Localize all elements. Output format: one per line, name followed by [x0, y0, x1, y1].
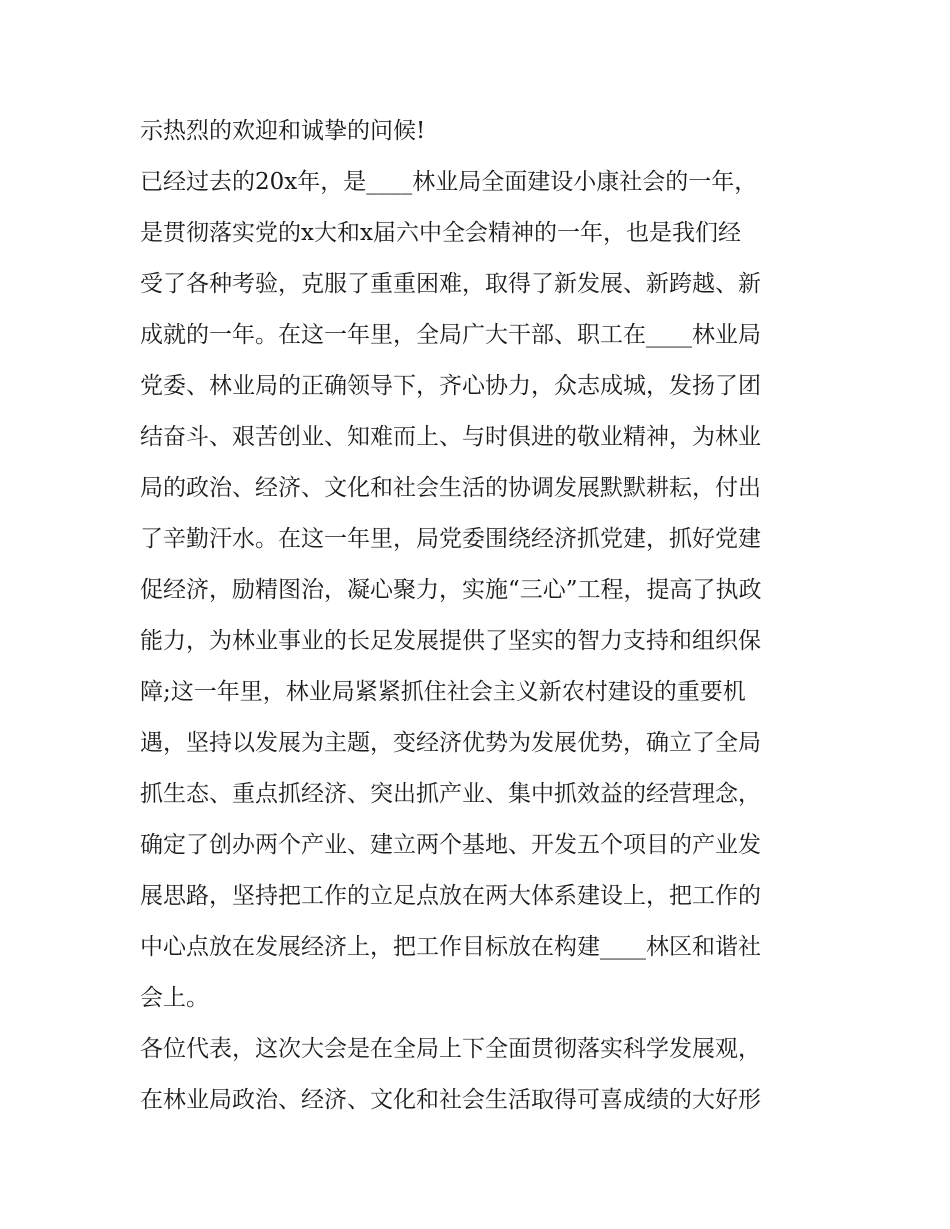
- text-line: 已经过去的20x年，是____林业局全面建设小康社会的一年，: [140, 169, 758, 195]
- text-line: 了辛勤汗水。在这一年里，局党委围绕经济抓党建，抓好党建: [140, 526, 761, 552]
- text-line: 各位代表，这次大会是在全局上下全面贯彻落实科学发展观，: [140, 1036, 761, 1062]
- text-line: 结奋斗、艰苦创业、知难而上、与时俱进的敬业精神，为林业: [140, 424, 761, 450]
- text-line: 示热烈的欢迎和诚挚的问候!: [140, 118, 426, 144]
- document-body: [140, 106, 830, 1126]
- text-line: 成就的一年。在这一年里，全局广大干部、职工在____林业局: [140, 322, 761, 348]
- text-line: 确定了创办两个产业、建立两个基地、开发五个项目的产业发: [140, 832, 761, 858]
- text-line: 党委、林业局的正确领导下，齐心协力，众志成城，发扬了团: [140, 373, 761, 399]
- text-line: 遇，坚持以发展为主题，变经济优势为发展优势，确立了全局: [140, 730, 761, 756]
- text-line: 能力，为林业事业的长足发展提供了坚实的智力支持和组织保: [140, 628, 761, 654]
- text-line: 是贯彻落实党的x大和x届六中全会精神的一年，也是我们经: [140, 220, 741, 246]
- text-line: 局的政治、经济、文化和社会生活的协调发展默默耕耘，付出: [140, 475, 761, 501]
- text-line: 在林业局政治、经济、文化和社会生活取得可喜成绩的大好形: [140, 1087, 761, 1113]
- text-line: 会上。: [140, 985, 209, 1011]
- text-line: 障;这一年里，林业局紧紧抓住社会主义新农村建设的重要机: [140, 679, 746, 705]
- text-line: 受了各种考验，克服了重重困难，取得了新发展、新跨越、新: [140, 271, 761, 297]
- text-line: 促经济，励精图治，凝心聚力，实施“三心”工程，提高了执政: [140, 577, 762, 603]
- text-line: 展思路，坚持把工作的立足点放在两大体系建设上，把工作的: [140, 883, 761, 909]
- text-line: 中心点放在发展经济上，把工作目标放在构建____林区和谐社: [140, 934, 761, 960]
- text-line: 抓生态、重点抓经济、突出抓产业、集中抓效益的经营理念，: [140, 781, 761, 807]
